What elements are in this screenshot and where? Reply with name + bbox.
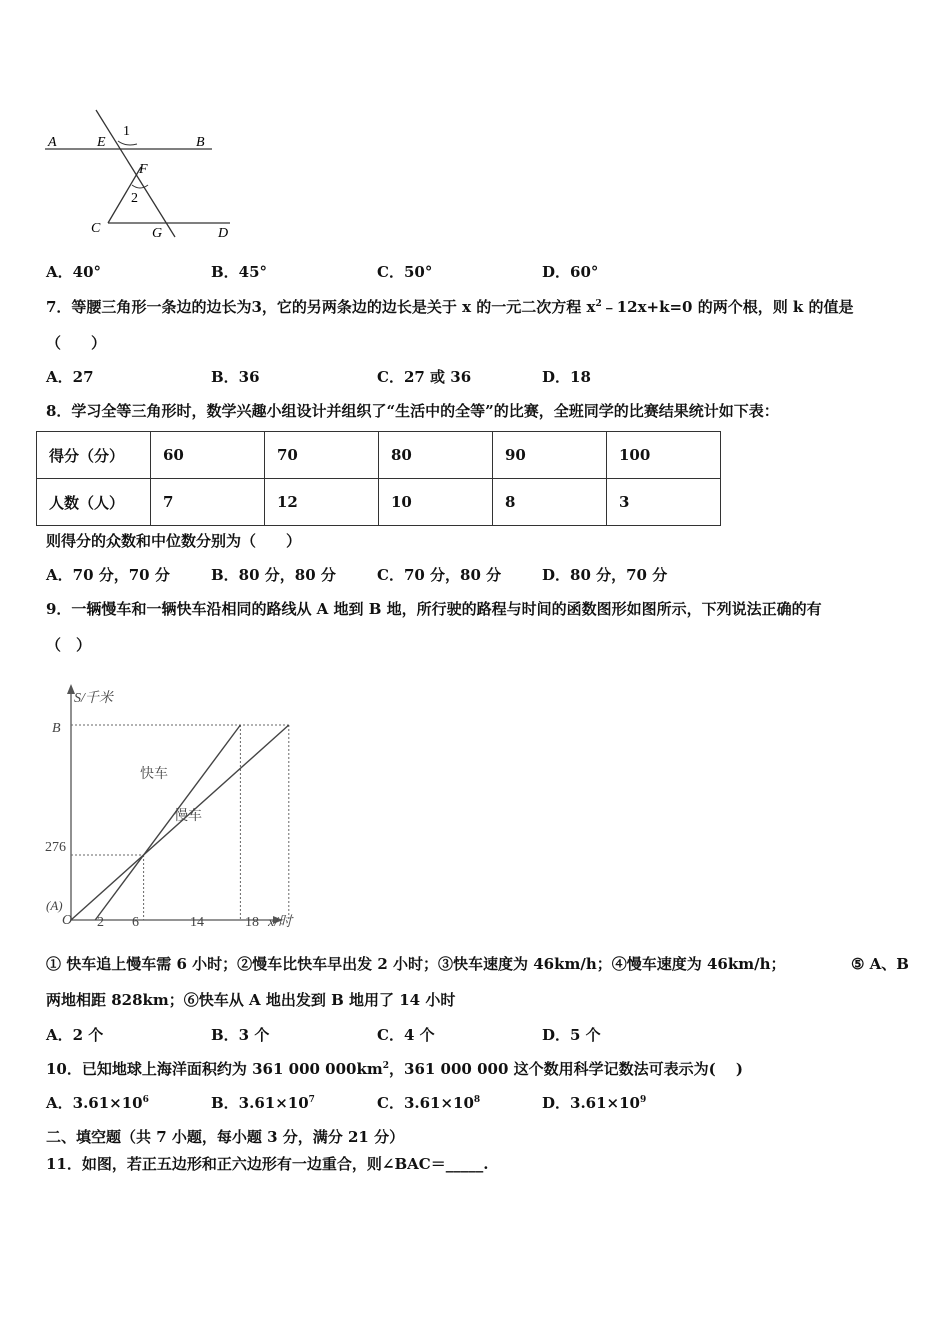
angle-1-arc	[118, 141, 137, 145]
q9-statements-line1-end: ⑤ A、B	[851, 955, 909, 973]
y-tick-label: 276	[45, 840, 66, 855]
table-cell: 12	[265, 479, 379, 526]
q6-option-c: C．50°	[377, 263, 433, 281]
table-cell: 人数（人）	[37, 479, 151, 526]
q9-option-d: D．5 个	[542, 1026, 601, 1044]
label-2: 2	[131, 191, 138, 206]
q10-question: 10．已知地球上海洋面积约为 361 000 $000km^2$，361 000 000 这个数用科学记数法可表示为( )	[46, 1060, 744, 1078]
q7-option-d: D．18	[542, 368, 591, 386]
score-table	[36, 431, 721, 526]
table-cell: 10	[379, 479, 493, 526]
label-f: F	[139, 162, 148, 177]
q7-option-b: B．36	[211, 368, 260, 386]
distance-time-chart	[40, 680, 310, 935]
q8-question: 8．学习全等三角形时，数学兴趣小组设计并组织了“生活中的全等”的比赛，全班同学的比赛结果统计如下表：	[46, 402, 779, 420]
x-tick-label: 6	[132, 915, 139, 930]
x-axis-label: x/时	[268, 915, 293, 930]
chart-labels	[45, 690, 294, 930]
series-label-fast: 快车	[140, 767, 168, 782]
section-2-heading: 二、填空题（共 7 小题，每小题 3 分，满分 21 分）	[46, 1128, 405, 1146]
q9-option-a: A．2 个	[46, 1026, 104, 1044]
label-a: A	[48, 135, 57, 150]
q10-option-c: C．$3.61\times 10^8$	[377, 1094, 481, 1112]
q8-option-c: C．70 分，80 分	[377, 566, 502, 584]
table-cell: 100	[607, 432, 721, 479]
q7-option-c: C．27 或 36	[377, 368, 472, 386]
q7-option-a: A．27	[46, 368, 94, 386]
q9-statements-line1: ① 快车追上慢车需 6 小时；②慢车比快车早出发 2 小时；③快车速度为 46km/h；④慢车速度为 46km/h；	[46, 955, 786, 973]
series-line-fast	[95, 725, 240, 920]
table-cell: 3	[607, 479, 721, 526]
table-row	[37, 432, 721, 479]
x-tick-label: 2	[97, 915, 104, 930]
table-cell: 60	[151, 432, 265, 479]
q8-option-a: A．70 分，70 分	[46, 566, 170, 584]
q6-option-a: A．40°	[46, 263, 102, 281]
origin-label: O	[62, 913, 73, 928]
table-cell: 7	[151, 479, 265, 526]
q6-option-b: B．45°	[211, 263, 268, 281]
table-cell: 得分（分）	[37, 432, 151, 479]
y-axis-label: S/千米	[74, 691, 113, 706]
origin-a-label: (A)	[46, 898, 63, 913]
q11-question: 11．如图，若正五边形和正六边形有一边重合，则∠BAC＝_____.	[46, 1155, 489, 1173]
label-1: 1	[123, 124, 130, 139]
q7-question: 7．等腰三角形一条边的边长为3，它的另两条边的边长是关于 x 的一元二次方程 $x^2﹣12x+k=0$ 的两个根，则 k 的值是	[46, 298, 854, 316]
q10-option-a: A．$3.61\times 10^6$	[46, 1094, 149, 1112]
q8-option-d: D．80 分，70 分	[542, 566, 668, 584]
table-cell: 8	[493, 479, 607, 526]
parallel-lines-figure	[40, 105, 240, 245]
transversal-eg	[96, 110, 175, 237]
label-d: D	[218, 226, 229, 241]
q10-option-b: B．$3.61\times 10^7$	[211, 1094, 315, 1112]
q10-option-d: D．$3.61\times 10^9$	[542, 1094, 647, 1112]
q6-option-d: D．60°	[542, 263, 599, 281]
label-c: C	[91, 221, 101, 236]
q9-paren: （ ）	[46, 636, 92, 654]
q9-statements-line2: 两地相距 828km；⑥快车从 A 地出发到 B 地用了 14 小时	[46, 991, 456, 1009]
q7-paren: （ ）	[46, 334, 107, 352]
x-tick-label: 14	[190, 915, 204, 930]
label-g: G	[152, 226, 163, 241]
y-top-label: B	[52, 721, 61, 736]
chart-axes	[67, 684, 283, 924]
q9-option-b: B．3 个	[211, 1026, 270, 1044]
label-e: E	[97, 135, 106, 150]
q9-option-c: C．4 个	[377, 1026, 435, 1044]
series-label-slow: 慢车	[174, 809, 202, 824]
q8-subquestion: 则得分的众数和中位数分别为（ ）	[46, 532, 302, 550]
angle-2-arc	[132, 185, 148, 188]
table-cell: 80	[379, 432, 493, 479]
q9-question: 9．一辆慢车和一辆快车沿相同的路线从 A 地到 B 地，所行驶的路程与时间的函数图形如图所示，下列说法正确的有	[46, 600, 822, 618]
table-cell: 70	[265, 432, 379, 479]
q8-option-b: B．80 分，80 分	[211, 566, 336, 584]
table-cell: 90	[493, 432, 607, 479]
table-row	[37, 479, 721, 526]
label-b: B	[196, 135, 205, 150]
x-tick-label: 18	[245, 915, 259, 930]
